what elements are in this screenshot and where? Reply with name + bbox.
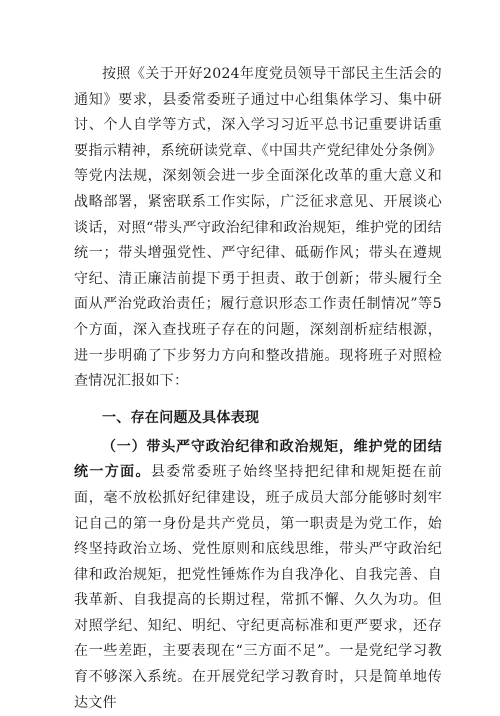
subsection-body: 县委常委班子始终坚持把纪律和规矩挺在前面，毫不放松抓好纪律建设，班子成员大部分能够时刻牢记自己的第一身份是共产党员，第一职责是为党工作，始终坚持政治立场、党性原则和底线思维，带头严守政治纪律和政治规矩，把党性锤炼作为自我净化、自我完善、自我革新、自我提高的长期过程，常抓不懈、久久为功。但对照学纪、知纪、明纪、守纪更高标准和更严要求，还存在一些差距，主要表现在“三方面不足”。一是党纪学习教育不够深入系统。在开展党纪学习教育时，只是简单地传达文件 (74, 464, 442, 711)
subsection-lead: （一）带头严守政治纪律和政治规矩，维护党的团结统一方面。 (74, 438, 442, 481)
intro-paragraph: 按照《关于开好2024年度党员领导干部民主生活会的通知》要求，县委常委班子通过中心组集体学习、集中研讨、个人自学等方式，深入学习习近平总书记重要讲话重要指示精神，系统研读党章、《中国共产党纪律处分条例》等党内法规，深刻领会进一步全面深化改革的重大意义和战略部署，紧密联系工作实际，广泛征求意见、开展谈心谈话，对照“带头严守政治纪律和政治规矩，维护党的团结统一；带头增强党性、严守纪律、砥砺作风；带头在遵规守纪、清正廉洁前提下勇于担责、敢于创新；带头履行全面从严治党政治责任；履行意识形态工作责任制情况”等5个方面，深入查找班子存在的问题，深刻剖析症结根源，进一步明确了下步努力方向和整改措施。现将班子对照检查情况汇报如下： (74, 66, 442, 390)
section-heading: 一、存在问题及具体表现 (102, 409, 260, 426)
document-page (74, 62, 442, 716)
subsection-paragraph (74, 435, 442, 716)
